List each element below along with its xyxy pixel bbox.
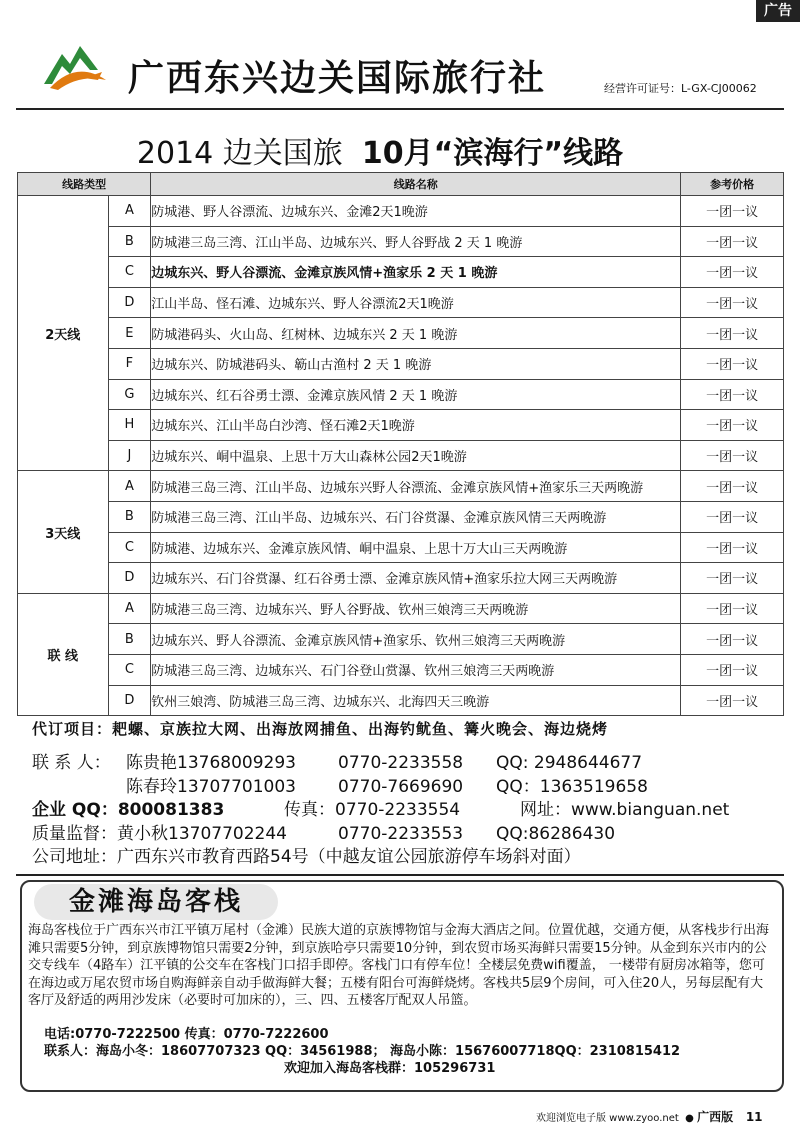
route-code: E	[108, 318, 151, 349]
route-name: 江山半岛、怪石滩、边城东兴、野人谷漂流2天1晚游	[151, 287, 681, 318]
route-name: 防城港三岛三湾、江山半岛、边城东兴、野人谷野战 2 天 1 晚游	[151, 226, 681, 257]
quality-phone: 0770-2233553	[338, 823, 464, 844]
route-name: 防城港、边城东兴、金滩京族风情、峒中温泉、上思十万大山三天两晚游	[151, 532, 681, 563]
website: 网址：www.bianguan.net	[520, 800, 730, 820]
inn-title: 金滩海岛客栈	[34, 884, 278, 920]
contact-person-2: 陈春玲13707701003	[126, 776, 296, 797]
inn-phone: 电话:0770-7222500 传真：0770-7222600	[44, 1027, 329, 1042]
route-price: 一团一议	[681, 654, 784, 685]
table-row	[18, 348, 784, 379]
route-code: B	[108, 226, 151, 257]
route-category: 联 线	[18, 593, 109, 715]
table-row	[18, 685, 784, 716]
footer-badge-icon: ●	[685, 1113, 694, 1124]
route-price: 一团一议	[681, 379, 784, 410]
route-price: 一团一议	[681, 226, 784, 257]
table-row	[18, 624, 784, 655]
table-row	[18, 287, 784, 318]
route-price: 一团一议	[681, 196, 784, 227]
inn-contact	[44, 1026, 784, 1077]
company-address: 公司地址：广西东兴市教育西路54号（中越友谊公园旅游停车场斜对面）	[32, 847, 581, 867]
route-price: 一团一议	[681, 685, 784, 716]
route-name: 边城东兴、野人谷漂流、金滩京族风情+渔家乐 2 天 1 晚游	[151, 257, 681, 288]
route-name: 边城东兴、防城港码头、簕山古渔村 2 天 1 晚游	[151, 348, 681, 379]
route-name: 边城东兴、江山半岛白沙湾、怪石滩2天1晚游	[151, 410, 681, 441]
contact-qq-2: QQ：1363519658	[496, 776, 648, 797]
contact-phone-2: 0770-7669690	[338, 776, 464, 797]
corp-qq: 企业 QQ：800081383	[32, 800, 225, 820]
table-row	[18, 226, 784, 257]
inn-contacts: 联系人：海岛小冬：18607707323 QQ：34561988； 海岛小陈：15676007718QQ：2310815412	[44, 1044, 681, 1059]
route-name: 边城东兴、石门谷赏瀑、红石谷勇士漂、金滩京族风情+渔家乐拉大网三天两晚游	[151, 563, 681, 594]
route-name: 防城港三岛三湾、江山半岛、边城东兴、石门谷赏瀑、金滩京族风情三天两晚游	[151, 501, 681, 532]
ad-tag: 广告	[756, 0, 800, 22]
route-price: 一团一议	[681, 532, 784, 563]
route-price: 一团一议	[681, 318, 784, 349]
footer-edition: 广西版	[697, 1110, 734, 1124]
agency-logo	[40, 40, 112, 96]
extra-services: 代订项目：耙螺、京族拉大网、出海放网捕鱼、出海钓鱿鱼、篝火晚会、海边烧烤	[32, 720, 609, 738]
route-code: F	[108, 348, 151, 379]
footer-page: 11	[745, 1110, 763, 1124]
inn-group: 欢迎加入海岛客栈群：105296731	[284, 1061, 496, 1076]
table-row	[18, 532, 784, 563]
contact-phone-1: 0770-2233558	[338, 753, 464, 773]
contact-person-1: 陈贵艳13768009293	[126, 753, 296, 773]
route-price: 一团一议	[681, 287, 784, 318]
quality-qq: QQ:86286430	[496, 823, 616, 844]
routes-table	[17, 172, 784, 716]
table-row	[18, 501, 784, 532]
route-code: B	[108, 501, 151, 532]
route-price: 一团一议	[681, 410, 784, 441]
route-code: D	[108, 563, 151, 594]
page-footer	[536, 1108, 763, 1125]
route-name: 防城港、野人谷漂流、边城东兴、金滩2天1晚游	[151, 196, 681, 227]
route-code: C	[108, 654, 151, 685]
route-code: D	[108, 685, 151, 716]
route-price: 一团一议	[681, 257, 784, 288]
header-type: 线路类型	[18, 173, 151, 196]
route-code: B	[108, 624, 151, 655]
table-row	[18, 471, 784, 502]
title-main: 10月“滨海行”线路	[361, 136, 624, 171]
route-price: 一团一议	[681, 593, 784, 624]
table-row	[18, 440, 784, 471]
route-price: 一团一议	[681, 563, 784, 594]
page-title	[0, 128, 760, 172]
license-number: 经营许可证号：L-GX-CJ00062	[604, 82, 757, 95]
contact-block	[32, 752, 792, 870]
header-name: 线路名称	[151, 173, 681, 196]
contact-qq-1: QQ: 2948644677	[496, 753, 643, 773]
route-category: 3天线	[18, 471, 109, 593]
contact-label: 联 系 人：	[32, 753, 111, 773]
footer-site: 欢迎浏览电子版 www.zyoo.net	[536, 1113, 679, 1124]
divider	[16, 874, 784, 876]
route-name: 钦州三娘湾、防城港三岛三湾、边城东兴、北海四天三晚游	[151, 685, 681, 716]
route-code: G	[108, 379, 151, 410]
divider	[16, 108, 784, 110]
quality-supervisor: 质量监督：黄小秋13707702244	[32, 823, 287, 844]
route-code: A	[108, 593, 151, 624]
route-name: 边城东兴、野人谷漂流、金滩京族风情+渔家乐、钦州三娘湾三天两晚游	[151, 624, 681, 655]
table-row	[18, 318, 784, 349]
table-row	[18, 379, 784, 410]
table-row	[18, 410, 784, 441]
route-name: 边城东兴、红石谷勇士漂、金滩京族风情 2 天 1 晚游	[151, 379, 681, 410]
route-code: H	[108, 410, 151, 441]
route-code: A	[108, 196, 151, 227]
route-code: C	[108, 532, 151, 563]
table-row	[18, 654, 784, 685]
route-name: 防城港三岛三湾、边城东兴、野人谷野战、钦州三娘湾三天两晚游	[151, 593, 681, 624]
route-price: 一团一议	[681, 440, 784, 471]
agency-name: 广西东兴边关国际旅行社	[128, 58, 547, 99]
route-price: 一团一议	[681, 348, 784, 379]
inn-description: 海岛客栈位于广西东兴市江平镇万尾村（金滩）民族大道的京族博物馆与金海大酒店之间。位置优越，交通方便，从客栈步行出海滩只需要5分钟，到京族博物馆只需要2分钟，到京族哈亭只需要10分钟，到农贸市场买海鲜只需要15分钟。从金到东兴市内的公交专线车（4路车）江平镇的公交车在客栈门口招手即停。客栈门口有停车位！全楼层免费wifi覆盖， 一楼带有厨房冰箱等，您可在海边或万尾农贸市场自购海鲜亲自动手做海鲜大餐；五楼有阳台可海鲜烧烤。客栈共5层9个房间，可入住20人，另每层配有大客厅及舒适的两用沙发床（必要时可加床的），三、四、五楼客厅配双人吊篮。	[28, 923, 770, 1009]
route-code: D	[108, 287, 151, 318]
route-code: C	[108, 257, 151, 288]
route-code: J	[108, 440, 151, 471]
route-name: 防城港三岛三湾、边城东兴、石门谷登山赏瀑、钦州三娘湾三天两晚游	[151, 654, 681, 685]
table-row	[18, 563, 784, 594]
route-name: 防城港码头、火山岛、红树林、边城东兴 2 天 1 晚游	[151, 318, 681, 349]
route-name: 防城港三岛三湾、江山半岛、边城东兴野人谷漂流、金滩京族风情+渔家乐三天两晚游	[151, 471, 681, 502]
fax: 传真：0770-2233554	[284, 800, 461, 820]
route-price: 一团一议	[681, 624, 784, 655]
table-row	[18, 196, 784, 227]
header-price: 参考价格	[681, 173, 784, 196]
route-price: 一团一议	[681, 471, 784, 502]
title-year: 2014 边关国旅	[136, 136, 343, 171]
table-row	[18, 593, 784, 624]
table-header-row	[18, 173, 784, 196]
route-category: 2天线	[18, 196, 109, 471]
table-row	[18, 257, 784, 288]
route-price: 一团一议	[681, 501, 784, 532]
route-code: A	[108, 471, 151, 502]
route-name: 边城东兴、峒中温泉、上思十万大山森林公园2天1晚游	[151, 440, 681, 471]
